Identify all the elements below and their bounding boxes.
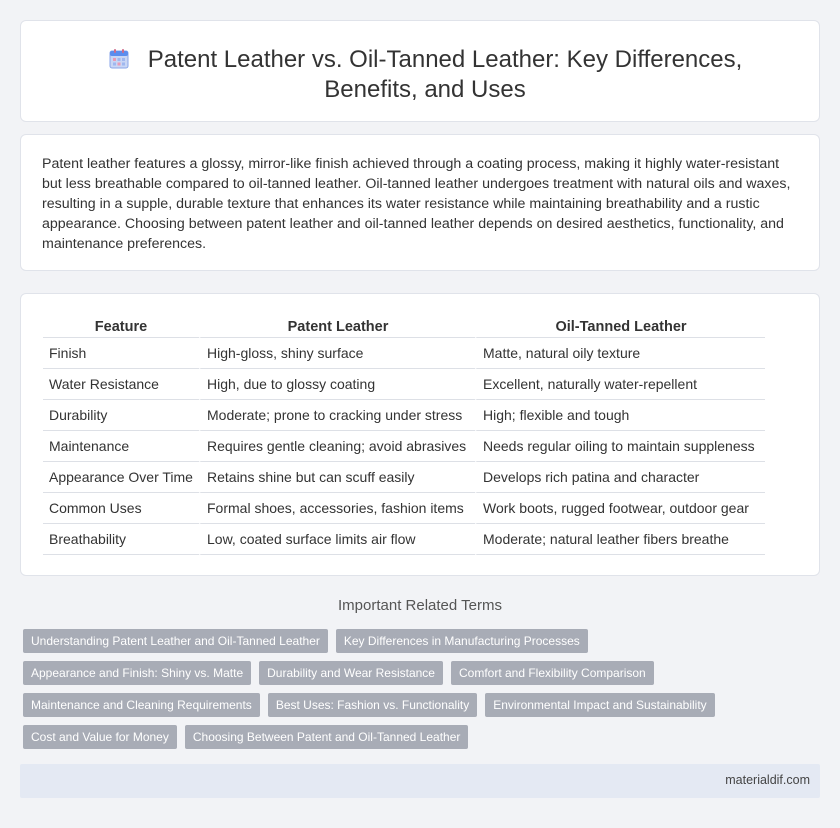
cell-oil-tanned: Excellent, naturally water-repellent bbox=[475, 369, 765, 400]
cell-feature: Water Resistance bbox=[43, 369, 199, 400]
related-tag[interactable]: Appearance and Finish: Shiny vs. Matte bbox=[23, 661, 251, 685]
table-row bbox=[43, 462, 765, 493]
related-tag[interactable]: Environmental Impact and Sustainability bbox=[485, 693, 714, 717]
related-tag[interactable]: Maintenance and Cleaning Requirements bbox=[23, 693, 260, 717]
table-row bbox=[43, 338, 765, 369]
title-card bbox=[20, 20, 820, 122]
comparison-table-card bbox=[20, 293, 820, 576]
related-tag[interactable]: Understanding Patent Leather and Oil-Tanned Leather bbox=[23, 629, 328, 653]
page-title: Patent Leather vs. Oil-Tanned Leather: Key Differences, Benefits, and Uses bbox=[61, 45, 789, 105]
comparison-table bbox=[43, 316, 765, 555]
cell-patent: Retains shine but can scuff easily bbox=[199, 462, 475, 493]
cell-oil-tanned: Moderate; natural leather fibers breathe bbox=[475, 524, 765, 555]
table-header-row bbox=[43, 316, 765, 338]
intro-card bbox=[20, 134, 820, 271]
cell-oil-tanned: High; flexible and tough bbox=[475, 400, 765, 431]
cell-patent: Low, coated surface limits air flow bbox=[199, 524, 475, 555]
cell-oil-tanned: Needs regular oiling to maintain suppleness bbox=[475, 431, 765, 462]
cell-feature: Common Uses bbox=[43, 493, 199, 524]
cell-patent: Requires gentle cleaning; avoid abrasives bbox=[199, 431, 475, 462]
footer bbox=[20, 764, 820, 798]
table-row bbox=[43, 369, 765, 400]
table-row bbox=[43, 493, 765, 524]
cell-patent: High, due to glossy coating bbox=[199, 369, 475, 400]
related-tag[interactable]: Cost and Value for Money bbox=[23, 725, 177, 749]
header-patent-leather: Patent Leather bbox=[199, 316, 475, 338]
cell-feature: Appearance Over Time bbox=[43, 462, 199, 493]
calendar-icon bbox=[108, 48, 130, 70]
related-tag[interactable]: Choosing Between Patent and Oil-Tanned Leather bbox=[185, 725, 469, 749]
table-row bbox=[43, 431, 765, 462]
cell-oil-tanned: Develops rich patina and character bbox=[475, 462, 765, 493]
related-terms-list bbox=[23, 629, 819, 757]
cell-oil-tanned: Work boots, rugged footwear, outdoor gear bbox=[475, 493, 765, 524]
table-row bbox=[43, 524, 765, 555]
related-terms-heading: Important Related Terms bbox=[338, 597, 502, 614]
cell-feature: Breathability bbox=[43, 524, 199, 555]
cell-patent: Formal shoes, accessories, fashion items bbox=[199, 493, 475, 524]
cell-feature: Finish bbox=[43, 338, 199, 369]
header-oil-tanned-leather: Oil-Tanned Leather bbox=[475, 316, 765, 338]
cell-patent: High-gloss, shiny surface bbox=[199, 338, 475, 369]
related-tag[interactable]: Best Uses: Fashion vs. Functionality bbox=[268, 693, 477, 717]
related-tag[interactable]: Key Differences in Manufacturing Processes bbox=[336, 629, 588, 653]
footer-site-link[interactable]: materialdif.com bbox=[725, 773, 810, 787]
intro-paragraph: Patent leather features a glossy, mirror-like finish achieved through a coating process, making it highly water-resistant but less breathable compared to oil-tanned leather. Oil-tanned leather undergoes treatment with natural oils and waxes, resulting in a supple, durable texture that enhances its water resistance while maintaining breathability and a rustic appearance. Choosing between patent leather and oil-tanned leather depends on desired aesthetics, functionality, and maintenance preferences. bbox=[42, 156, 791, 252]
cell-oil-tanned: Matte, natural oily texture bbox=[475, 338, 765, 369]
header-feature: Feature bbox=[43, 316, 199, 338]
table-row bbox=[43, 400, 765, 431]
cell-feature: Maintenance bbox=[43, 431, 199, 462]
related-tag[interactable]: Durability and Wear Resistance bbox=[259, 661, 443, 685]
cell-patent: Moderate; prone to cracking under stress bbox=[199, 400, 475, 431]
cell-feature: Durability bbox=[43, 400, 199, 431]
related-tag[interactable]: Comfort and Flexibility Comparison bbox=[451, 661, 654, 685]
